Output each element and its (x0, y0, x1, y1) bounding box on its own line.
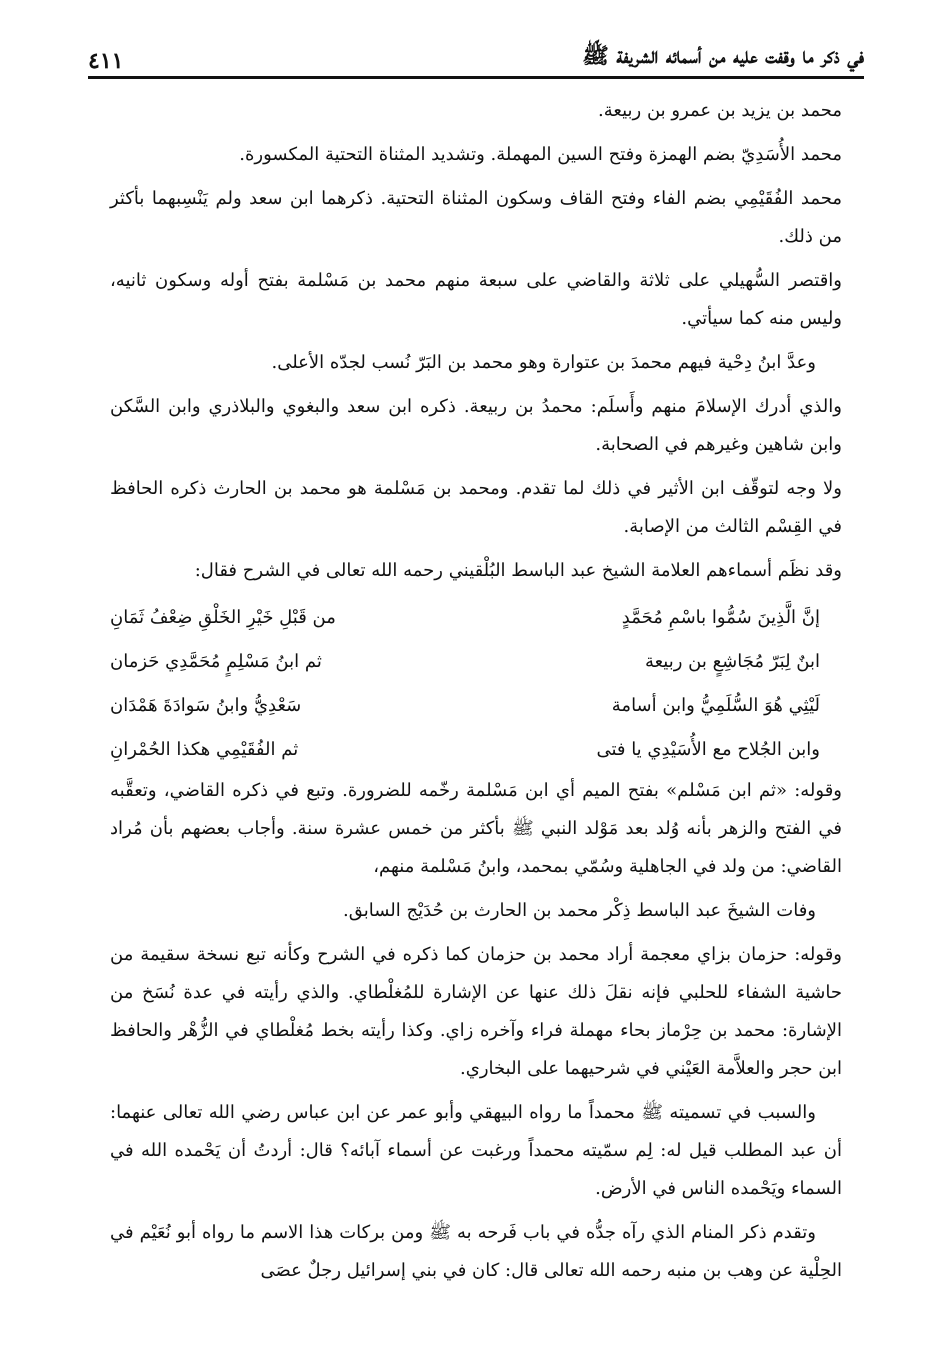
poem-first-hemistich: إنَّ الَّذِينَ سُمُّوا باسْمِ مُحَمَّدٍ (621, 607, 820, 628)
paragraph-11: وقوله: حزمان بزاي معجمة أراد محمد بن حزمان كما ذكره في الشرح وكأنه تبع نسخة سقيمة من حاشية الشفاء للحلبي فإنه نقلَ ذلك عنها عن الإشارة للمُغلْطاي. والذي رأيته في عدة نُسَخ من الإشارة: محمد بن حِرْماز بحاء مهملة فراء وآخره زاي. وكذا رأيته بخط مُغلْطاي في الزُّهْر والحافظ ابن حجر والعلاَّمة العَيْني في شرحيهما على البخاري. (110, 944, 842, 1079)
running-title: في ذكر ما وقفت عليه من أسمائه الشريفة ﷺ (582, 43, 864, 69)
poem (110, 596, 842, 772)
poem-first-hemistich: وابن الجُلاح مع الأُسَيْدِي يا فتى (596, 739, 820, 760)
poem-verse (110, 728, 842, 772)
poem-second-hemistich: ثم ابنُ مَسْلِمٍ مُحَمَّدِي حَزمان (110, 651, 322, 672)
paragraph-2: محمد الأُسَدِيّ بضم الهمزة وفتح السين المهملة. وتشديد المثناة التحتية المكسورة. (239, 144, 842, 165)
poem-first-hemistich: لَيْثِي هُوَ السُّلَمِيُّ وابن أسامة (611, 695, 820, 716)
page-header (88, 34, 864, 74)
poem-verse (110, 596, 842, 640)
poem-second-hemistich: ثم الفُقَيْمِي هكذا الحُمْرانِ (110, 739, 299, 760)
paragraph-7: ولا وجه لتوقّف ابن الأثير في ذلك لما تقدم. ومحمد بن مَسْلمة هو محمد بن الحارث ذكره الحافظ في القِسْم الثالث من الإصابة. (110, 478, 842, 537)
paragraph-1: محمد بن يزيد بن عمرو بن ربيعة. (598, 100, 842, 121)
paragraph-8: وقد نظَم أسماءهم العلامة الشيخ عبد الباسط البُلْقيني رحمه الله تعالى في الشرح فقال: (194, 560, 842, 581)
poem-verse (110, 640, 842, 684)
poem-verse (110, 684, 842, 728)
paragraph-10: وفات الشيخَ عبد الباسط ذِكْر محمد بن الحارث بن حُدَيْج السابق. (343, 900, 816, 921)
paragraph-4: واقتصر السُّهيلي على ثلاثة والقاضي على سبعة منهم محمد بن مَسْلمة بفتح أوله وسكون ثانيه، وليس منه كما سيأتي. (110, 270, 842, 329)
paragraph-3: محمد الفُقَيْمِي بضم الفاء وفتح القاف وسكون المثناة التحتية. ذكرهما ابن سعد ولم يَنْسِبهما بأكثر من ذلك. (110, 188, 842, 247)
poem-second-hemistich: سَعْدِيُّ وابنُ سَوادَةَ هَمْدَان (110, 695, 302, 716)
page-number: ٤١١ (88, 48, 124, 74)
poem-first-hemistich: ابنٌ لِبَرّ مُجَاشِعٍ بن ربيعة (644, 651, 820, 672)
paragraph-6: والذي أدرك الإسلامَ منهم وأَسلَم: محمدُ بن ربيعة. ذكره ابن سعد والبغوي والبلاذري وابن السَّكن وابن شاهين وغيرهم في الصحابة. (110, 396, 842, 455)
paragraph-9: وقوله: «ثم ابن مَسْلم» بفتح الميم أي ابن مَسْلمة رخّمه للضرورة. وتبع في ذكره القاضي، وتعقَّبه في الفتح والزهر بأنه وُلد بعد مَوْلد النبي ﷺ بأكثر من خمس عشرة سنة. وأجاب بعضهم بأن مُراد القاضي: من ولد في الجاهلية وسُمّي بمحمد، وابنُ مَسْلمة منهم، (110, 780, 842, 877)
page-body (110, 92, 842, 1296)
paragraph-5: وعدَّ ابنُ دِحْية فيهم محمدَ بن عتوارة وهو محمد بن البَرّ نُسب لجدّه الأعلى. (271, 352, 816, 373)
poem-second-hemistich: من قَبْلِ خَيْرِ الخَلْقِ ضِعْفُ ثَمَانِ (110, 607, 336, 628)
paragraph-12: والسبب في تسميته ﷺ محمداً ما رواه البيهقي وأبو عمر عن ابن عباس رضي الله تعالى عنهما: أن عبد المطلب قيل له: لِم سمّيته محمداً ورغبت عن أسماء آبائه؟ قال: أردتُ أن يَحْمده الله في السماء ويَحْمده الناس في الأرض. (110, 1102, 842, 1199)
header-rule (88, 76, 864, 79)
paragraph-13: وتقدم ذكر المنام الذي رآه جدُّه في باب فَرحه به ﷺ ومن بركات هذا الاسم ما رواه أبو نُعَيْم في الحِلْية عن وهب بن منبه رحمه الله تعالى قال: كان في بني إسرائيل رجلٌ عصَى (110, 1222, 842, 1281)
